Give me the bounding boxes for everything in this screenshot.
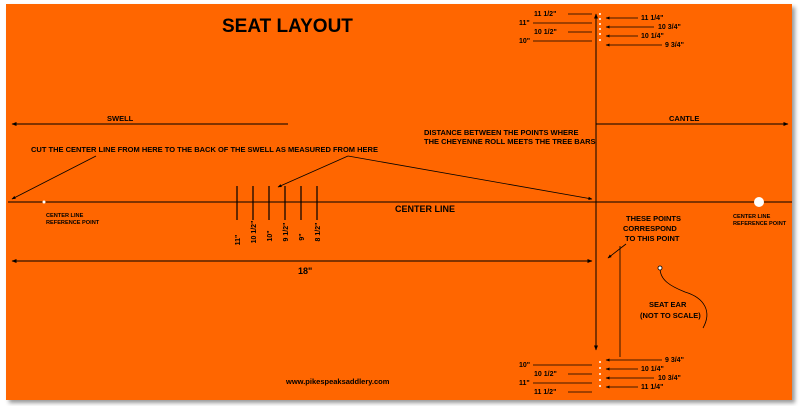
measure-right: 10 1/4" xyxy=(641,366,664,373)
measure-left: 11" xyxy=(519,380,530,387)
distance-note-line2: THE CHEYENNE ROLL MEETS THE TREE BARS xyxy=(424,137,596,146)
width-marks-bottom xyxy=(599,361,601,387)
seat-width-ticks xyxy=(235,186,322,245)
measure-right: 11 1/4" xyxy=(641,384,664,391)
correspond-arrow xyxy=(608,244,626,258)
seat-ear-point xyxy=(658,266,662,270)
correspond-line2: CORRESPOND xyxy=(623,224,677,233)
swell-label: SWELL xyxy=(107,114,134,123)
distance-note-line1: DISTANCE BETWEEN THE POINTS WHERE xyxy=(424,128,579,137)
measure-right: 9 3/4" xyxy=(665,357,684,364)
measure-right: 10 1/4" xyxy=(641,33,664,40)
tick-label: 10" xyxy=(267,230,274,242)
measure-left: 11 1/2" xyxy=(534,11,557,18)
left-reference-point xyxy=(43,201,46,204)
cut-instruction: CUT THE CENTER LINE FROM HERE TO THE BACK OF THE SWELL AS MEASURED FROM HERE xyxy=(31,145,378,154)
measure-right: 10 3/4" xyxy=(658,24,681,31)
cut-arrow-left xyxy=(12,156,96,199)
left-ref-label-2: REFERENCE POINT xyxy=(46,220,100,226)
website-label: www.pikespeaksaddlery.com xyxy=(286,377,390,386)
length-label: 18" xyxy=(298,266,313,276)
width-marks-top xyxy=(599,13,601,41)
tick-label: 10 1/2" xyxy=(251,220,258,244)
tick-label: 8 1/2" xyxy=(315,222,322,242)
left-ref-label-1: CENTER LINE xyxy=(46,213,84,219)
measure-left: 11" xyxy=(519,20,530,27)
right-ref-label-2: REFERENCE POINT xyxy=(733,221,787,227)
seat-ear-label-2: (NOT TO SCALE) xyxy=(640,311,701,320)
page-title: SEAT LAYOUT xyxy=(222,16,353,37)
seat-ear-label-1: SEAT EAR xyxy=(649,300,687,309)
measure-right: 10 3/4" xyxy=(658,375,681,382)
right-ref-label-1: CENTER LINE xyxy=(733,214,771,220)
cut-arrow-right xyxy=(348,156,592,199)
correspond-line3: TO THIS POINT xyxy=(625,234,680,243)
tick-label: 9 1/2" xyxy=(283,222,290,242)
cantle-label: CANTLE xyxy=(669,114,700,123)
cut-arrow-ticks xyxy=(278,156,348,187)
measure-right: 9 3/4" xyxy=(665,42,684,49)
bottom-measure-group xyxy=(519,357,684,396)
measure-left: 10 1/2" xyxy=(534,29,557,36)
measure-right: 11 1/4" xyxy=(641,15,664,22)
tick-label: 9" xyxy=(299,233,306,241)
center-line-label: CENTER LINE xyxy=(395,204,456,214)
measure-left: 11 1/2" xyxy=(534,389,557,396)
measure-left: 10 1/2" xyxy=(534,371,557,378)
top-measure-group xyxy=(519,11,684,49)
tick-label: 11" xyxy=(235,234,242,246)
measure-left: 10" xyxy=(519,362,531,369)
measure-left: 10" xyxy=(519,38,531,45)
right-reference-point xyxy=(754,197,764,207)
correspond-line1: THESE POINTS xyxy=(626,214,682,223)
